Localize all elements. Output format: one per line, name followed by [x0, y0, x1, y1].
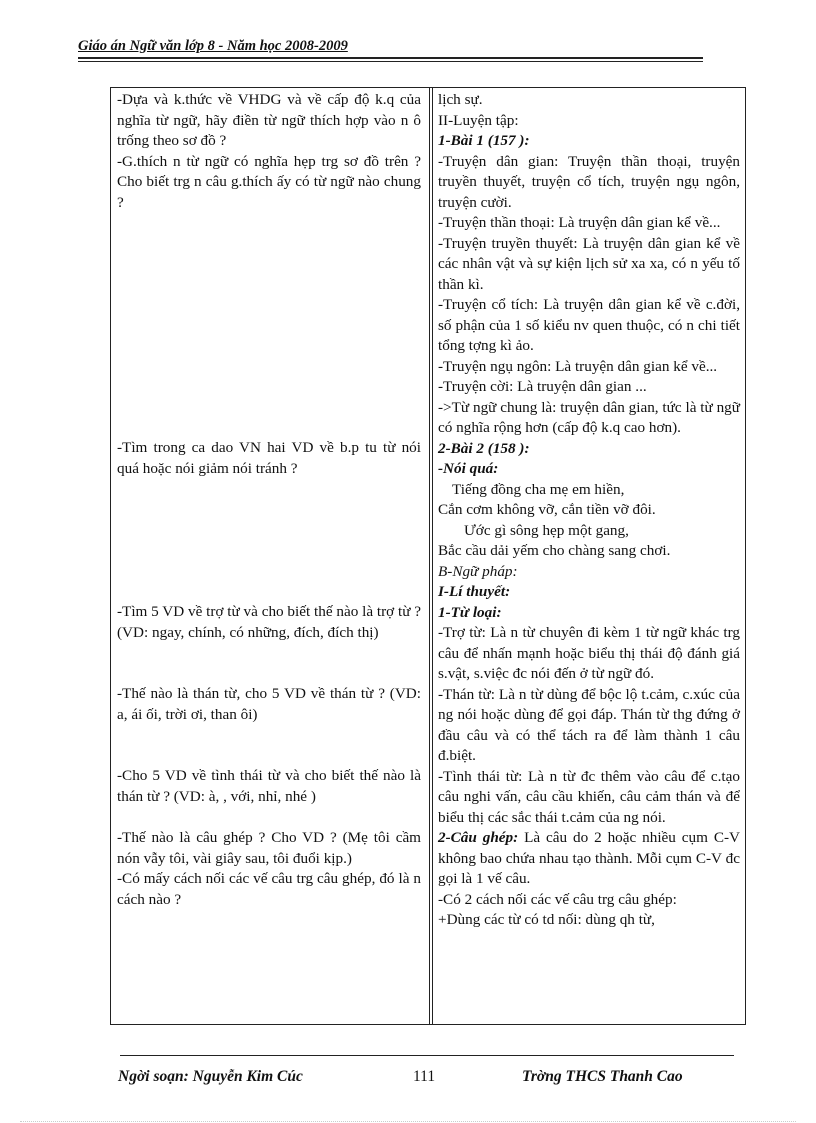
- content-line: -Truyện truyền thuyết: Là truyện dân gian kể về các nhân vật và sự kiện lịch sử xa xa, có n yếu tố thần kì.: [438, 234, 740, 293]
- subheading: 2-Câu ghép:: [438, 829, 519, 846]
- content-line: -Truyện cổ tích: Là truyện dân gian kể về c.đời, số phận của 1 số kiểu nv quen thuộc, có n chi tiết tổng tợng kì ảo.: [438, 296, 740, 354]
- content-line: -Truyện dân gian: Truyện thần thoại, truyện truyền thuyết, truyện cổ tích, truyện ngụ ngôn, truyện cười.: [438, 152, 740, 211]
- exercise-heading: 2-Bài 2 (158 ):: [438, 439, 530, 457]
- content-line: -Thán từ: Là n từ dùng để bộc lộ t.cảm, c.xúc của ng nói hoặc dùng để gọi đáp. Thán từ thg đứng ở đầu câu và có thể tách ra để làm thành 1 câu đ.biệt.: [438, 685, 740, 764]
- section-heading: B-Ngữ pháp:: [438, 562, 518, 580]
- content-line: -Có 2 cách nối các vế câu trg câu ghép:: [438, 890, 677, 908]
- question-7: -Thế nào là câu ghép ? Cho VD ? (Mẹ tôi cầm nón vẫy tôi, vài giây sau, tôi đuổi kịp.): [117, 829, 421, 867]
- subheading: I-Lí thuyết:: [438, 583, 511, 600]
- section-heading: II-Luyện tập:: [438, 111, 519, 129]
- content-line: -Tình thái từ: Là n từ đc thêm vào câu để c.tạo câu nghi vấn, câu cầu khiến, câu cảm thán và để biểu thị các sắc thái t.cảm của ng nói.: [438, 767, 740, 826]
- content-line: -Truyện ngụ ngôn: Là truyện dân gian kể về...: [438, 357, 718, 375]
- footer-rule: [120, 1055, 734, 1056]
- content-line: lịch sự.: [438, 91, 483, 108]
- content-line: [438, 828, 740, 890]
- content-line: -Truyện cời: Là truyện dân gian ...: [438, 378, 647, 395]
- column-divider-double: [432, 88, 433, 1024]
- poem-line: Ước gì sông hẹp một gang,: [464, 521, 629, 539]
- poem-line: Cắn cơm không vỡ, cắn tiền vỡ đôi.: [438, 501, 656, 518]
- content-line: -Trợ từ: Là n từ chuyên đi kèm 1 từ ngữ khác trg câu để nhấn mạnh hoặc biểu thị thái độ đánh giá s.vật, s.việc đc nói đến ở từ ngữ đó.: [438, 624, 740, 682]
- footer-author: Ngời soạn: Nguyễn Kim Cúc: [118, 1068, 303, 1085]
- content-line: -Truyện thần thoại: Là truyện dân gian kể về...: [438, 214, 721, 231]
- question-4: -Tìm 5 VD về trợ từ và cho biết thế nào là trợ từ ? (VD: ngay, chính, có những, đích, đích thị): [117, 603, 421, 641]
- page-edge: [20, 1121, 796, 1122]
- question-2: -G.thích n từ ngữ có nghĩa hẹp trg sơ đồ trên ? Cho biết trg n câu g.thích ấy có từ ngữ nào chung ?: [117, 152, 421, 211]
- page-number: 111: [413, 1068, 436, 1085]
- poem-line: Tiếng đồng cha mẹ em hiền,: [452, 480, 625, 498]
- header-title: Giáo án Ngữ văn lớp 8 - Năm học 2008-2009: [78, 38, 348, 54]
- poem-line: Bắc cầu dải yếm cho chàng sang chơi.: [438, 542, 671, 559]
- column-divider: [429, 88, 430, 1024]
- content-line: ->Từ ngữ chung là: truyện dân gian, tức là từ ngữ có nghĩa rộng hơn (cấp độ k.q cao hơn).: [438, 398, 740, 436]
- question-5: -Thế nào là thán từ, cho 5 VD về thán từ ? (VD: a, ái ối, trời ơi, than ôi): [117, 685, 421, 723]
- header-rule: [78, 57, 703, 59]
- exercise-heading: 1-Bài 1 (157 ):: [438, 132, 530, 149]
- teacher-activity-column: [117, 90, 421, 910]
- lesson-table: [110, 87, 746, 1025]
- content-line: +Dùng các từ có td nối: dùng qh từ,: [438, 911, 655, 928]
- content-text: Là câu do 2 hoặc nhiều cụm C-V không bao chứa nhau tạo thành. Mỗi cụm C-V đc gọi là 1 vế câu.: [438, 829, 740, 887]
- question-8: -Có mấy cách nối các vế câu trg câu ghép, đó là n cách nào ?: [117, 870, 421, 908]
- content-column: [438, 90, 740, 931]
- footer-school: Trờng THCS Thanh Cao: [522, 1068, 683, 1085]
- question-1: -Dựa và k.thức về VHDG và về cấp độ k.q của nghĩa từ ngữ, hãy điền từ ngữ thích hợp vào n ô trống theo sơ đồ ?: [117, 91, 421, 149]
- subheading: -Nói quá:: [438, 460, 499, 477]
- question-3: -Tìm trong ca dao VN hai VD về b.p tu từ nói quá hoặc nói giảm nói tránh ?: [117, 439, 421, 477]
- header-rule-thin: [78, 61, 703, 62]
- subheading: 1-Từ loại:: [438, 603, 502, 621]
- question-6: -Cho 5 VD về tình thái từ và cho biết thế nào là thán từ ? (VD: à, , với, nhỉ, nhé ): [117, 767, 421, 805]
